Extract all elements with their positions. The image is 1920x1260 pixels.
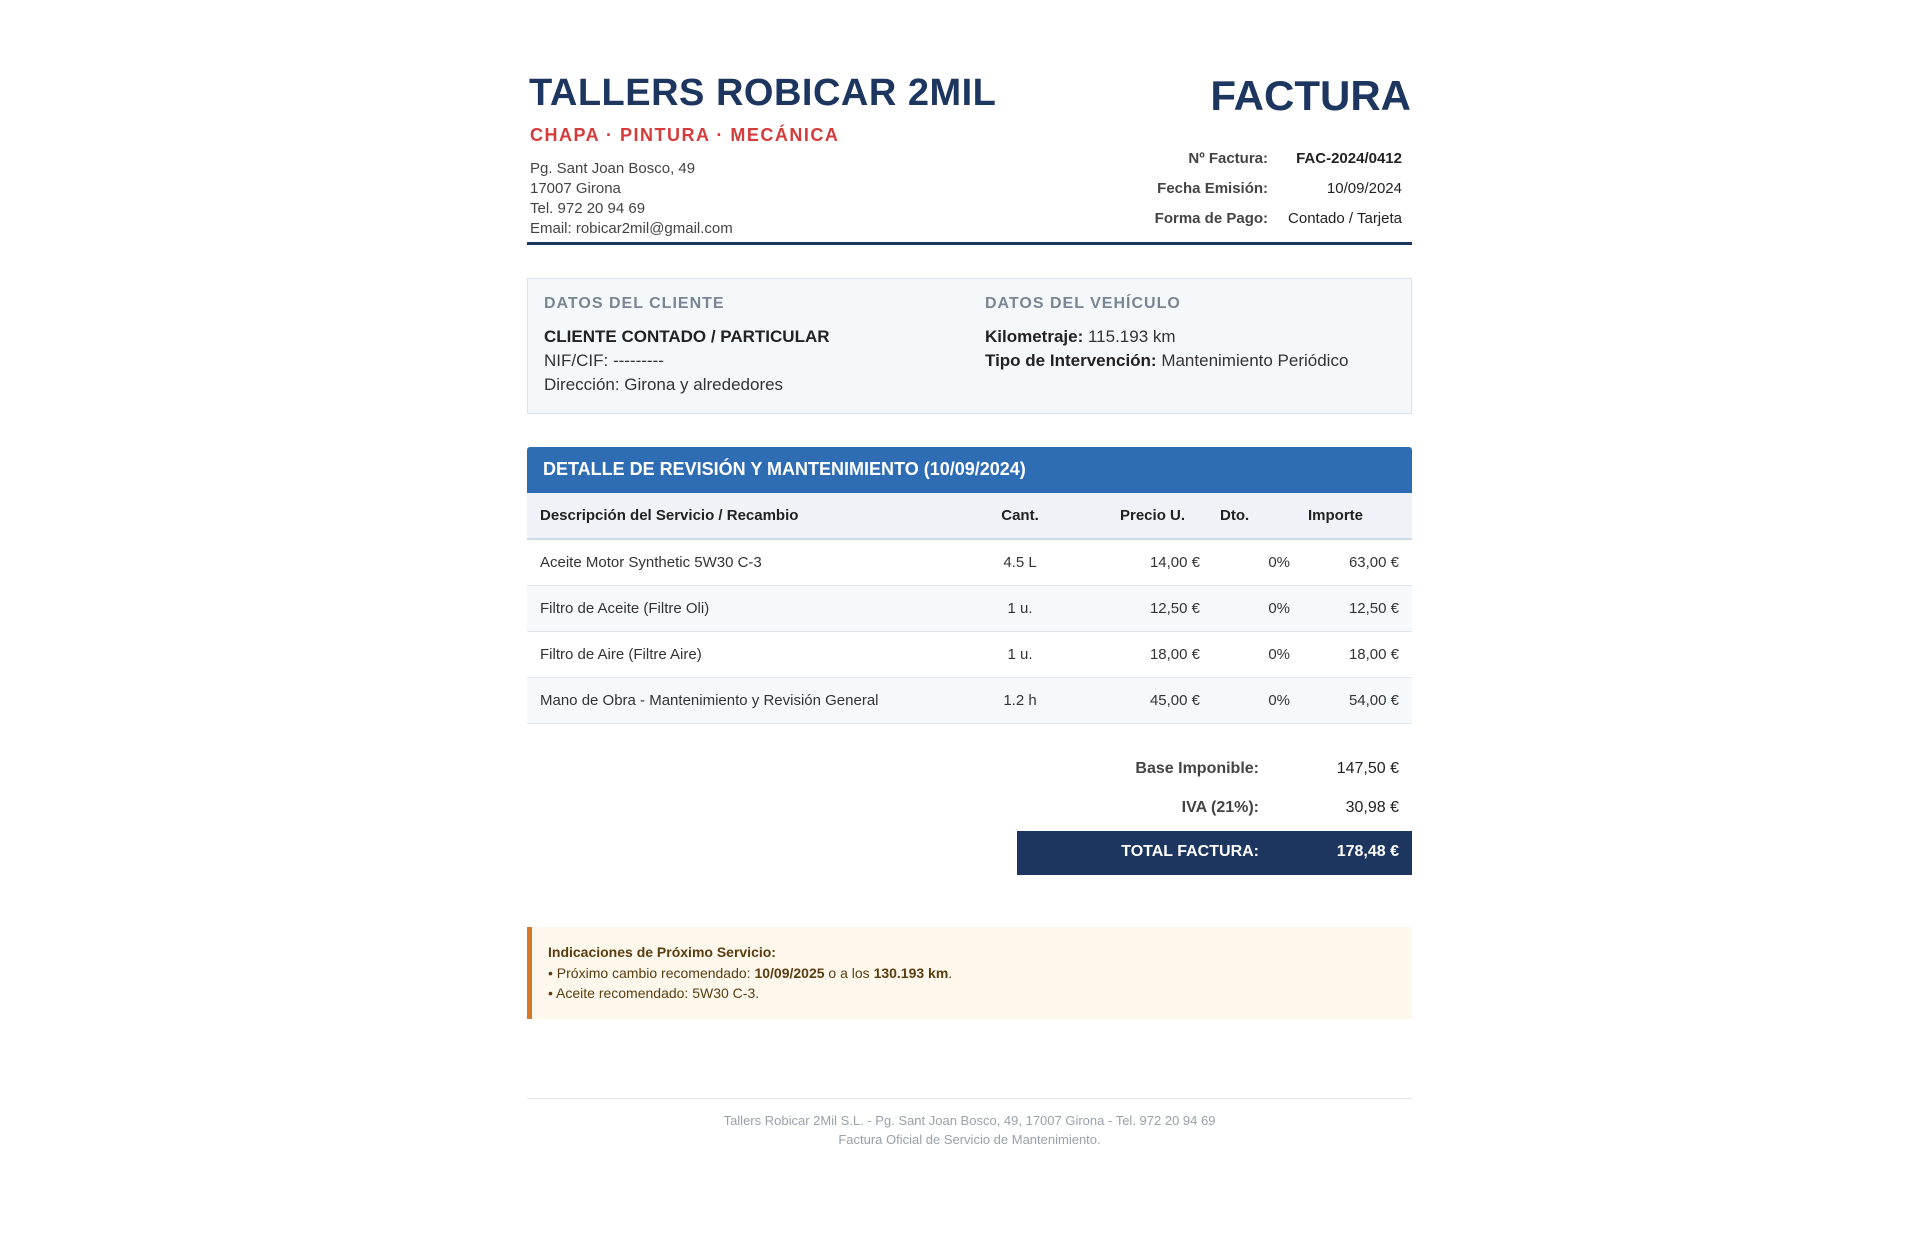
company-address (530, 159, 733, 239)
total-value: 178,48 € (1336, 843, 1399, 860)
total-label: TOTAL FACTURA: (1121, 843, 1259, 860)
cell-description: Mano de Obra - Mantenimiento y Revisión General (527, 678, 960, 724)
table-row (527, 539, 1412, 586)
invoice-date: 10/09/2024 (1326, 179, 1402, 197)
client-name-line (544, 325, 830, 349)
invoice-meta (1155, 143, 1402, 233)
vat-value: 30,98 € (1345, 799, 1399, 816)
client-heading: DATOS DEL CLIENTE (544, 295, 725, 312)
column-header-quantity: Cant. (960, 493, 1080, 539)
cell-unit-price: 14,00 € (1080, 539, 1200, 586)
notes-line-suffix: . (948, 964, 953, 981)
cell-quantity: 4.5 L (960, 539, 1080, 586)
cell-quantity: 1 u. (960, 586, 1080, 632)
company-phone: Tel. 972 20 94 69 (530, 200, 646, 217)
total-bar (1017, 831, 1412, 875)
table-row (527, 586, 1412, 632)
cell-amount: 54,00 € (1290, 678, 1412, 724)
notes-line-prefix: • Próximo cambio recomendado: (548, 964, 755, 981)
client-address: Dirección: Girona y alrededores (544, 375, 784, 394)
cell-discount: 0% (1200, 632, 1290, 678)
address-line: 17007 Girona (530, 180, 621, 197)
cell-amount: 18,00 € (1290, 632, 1412, 678)
company-email: Email: robicar2mil@gmail.com (530, 220, 733, 237)
client-nif: NIF/CIF: --------- (544, 351, 664, 370)
invoice-number-label: Nº Factura: (1188, 149, 1269, 167)
vehicle-section (985, 295, 1348, 373)
km-value: 115.193 km (1083, 327, 1176, 346)
company-tagline: CHAPA · PINTURA · MECÁNICA (530, 125, 840, 145)
notes-content (548, 942, 952, 1004)
intervention-label: Tipo de Intervención: (985, 351, 1157, 370)
column-header-amount: Importe (1290, 493, 1412, 539)
cell-discount: 0% (1200, 586, 1290, 632)
km-label: Kilometraje: (985, 327, 1084, 346)
notes-line: • Aceite recomendado: 5W30 C-3. (548, 985, 760, 1001)
cell-unit-price: 45,00 € (1080, 678, 1200, 724)
client-name: CLIENTE CONTADO / PARTICULAR (544, 327, 830, 346)
notes-line (548, 963, 952, 984)
detail-title: DETALLE DE REVISIÓN Y MANTENIMIENTO (10/09/2024) (543, 459, 1026, 479)
next-service-km: 130.193 km (873, 964, 949, 981)
invoice-page (527, 0, 1412, 1147)
cell-description: Filtro de Aire (Filtre Aire) (527, 632, 960, 678)
client-section (544, 295, 830, 397)
client-vehicle-box (527, 278, 1412, 414)
company-name: TALLERS ROBICAR 2MIL (529, 72, 997, 114)
footer (527, 1111, 1412, 1149)
items-table (527, 493, 1412, 724)
notes-title: Indicaciones de Próximo Servicio: (548, 944, 776, 960)
intervention-value: Mantenimiento Periódico (1156, 351, 1349, 370)
subtotal-value: 147,50 € (1336, 760, 1399, 777)
cell-unit-price: 18,00 € (1080, 632, 1200, 678)
vehicle-km (985, 325, 1348, 349)
notes-line-mid: o a los (824, 964, 874, 981)
cell-description: Filtro de Aceite (Filtre Oli) (527, 586, 960, 632)
address-line: Pg. Sant Joan Bosco, 49 (530, 160, 696, 177)
payment-method: Contado / Tarjeta (1288, 209, 1402, 227)
vat-label: IVA (21%): (1181, 799, 1259, 816)
cell-discount: 0% (1200, 539, 1290, 586)
invoice-date-label: Fecha Emisión: (1157, 179, 1269, 197)
invoice-header (527, 0, 1412, 246)
subtotal-label: Base Imponible: (1135, 760, 1259, 777)
cell-quantity: 1.2 h (960, 678, 1080, 724)
cell-discount: 0% (1200, 678, 1290, 724)
footer-line: Factura Oficial de Servicio de Mantenimiento. (838, 1132, 1101, 1147)
cell-quantity: 1 u. (960, 632, 1080, 678)
next-service-date: 10/09/2025 (754, 964, 825, 981)
footer-line: Tallers Robicar 2Mil S.L. - Pg. Sant Joan Bosco, 49, 17007 Girona - Tel. 972 20 94 69 (723, 1113, 1216, 1128)
cell-unit-price: 12,50 € (1080, 586, 1200, 632)
cell-amount: 12,50 € (1290, 586, 1412, 632)
footer-divider (527, 1098, 1412, 1099)
next-service-notes (527, 927, 1412, 1019)
table-row (527, 632, 1412, 678)
vehicle-intervention (985, 349, 1348, 373)
table-row (527, 678, 1412, 724)
detail-banner (527, 447, 1412, 493)
invoice-number: FAC-2024/0412 (1296, 149, 1402, 167)
column-header-description: Descripción del Servicio / Recambio (527, 493, 960, 539)
column-header-unit-price: Precio U. (1080, 493, 1200, 539)
document-title: FACTURA (1210, 72, 1411, 119)
vehicle-heading: DATOS DEL VEHÍCULO (985, 295, 1181, 312)
table-header-row (527, 493, 1412, 539)
column-header-discount: Dto. (1200, 493, 1290, 539)
cell-amount: 63,00 € (1290, 539, 1412, 586)
payment-method-label: Forma de Pago: (1154, 209, 1269, 227)
header-divider (527, 242, 1412, 245)
cell-description: Aceite Motor Synthetic 5W30 C-3 (527, 539, 960, 586)
